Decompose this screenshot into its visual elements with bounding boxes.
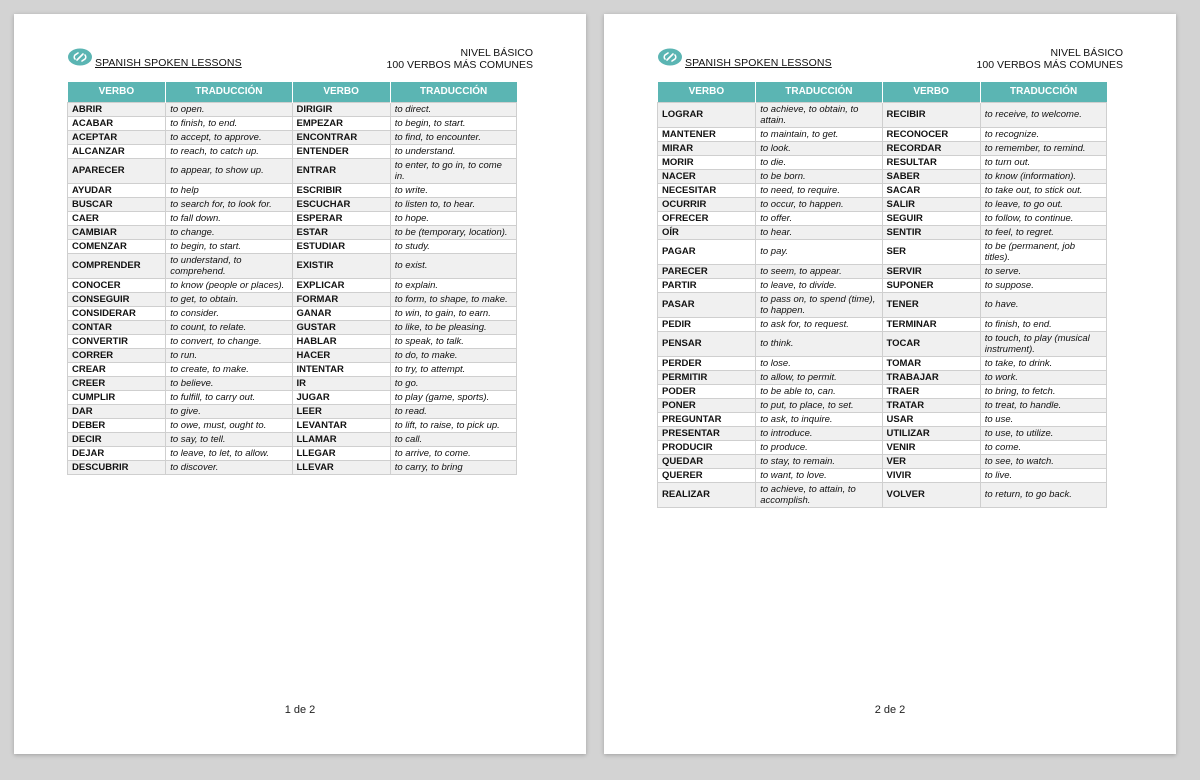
- verb-cell: SENTIR: [882, 225, 980, 239]
- translation-cell: to direct.: [390, 102, 516, 116]
- verb-cell: ENTENDER: [292, 144, 390, 158]
- table-row: [658, 356, 1107, 370]
- verb-cell: EMPEZAR: [292, 116, 390, 130]
- translation-cell: to give.: [166, 404, 292, 418]
- brand-name: SPANISH SPOKEN LESSONS: [95, 57, 242, 69]
- verb-cell: DEBER: [68, 418, 166, 432]
- translation-cell: to change.: [166, 225, 292, 239]
- translation-cell: to like, to be pleasing.: [390, 320, 516, 334]
- translation-cell: to touch, to play (musical instrument).: [980, 331, 1106, 356]
- table-row: [658, 331, 1107, 356]
- translation-cell: to owe, must, ought to.: [166, 418, 292, 432]
- document-page-1: [14, 14, 586, 754]
- translation-cell: to come.: [980, 440, 1106, 454]
- verb-cell: RECORDAR: [882, 141, 980, 155]
- table-row: [658, 426, 1107, 440]
- table-row: [68, 278, 517, 292]
- level-line-2: 100 VERBOS MÁS COMUNES: [976, 59, 1123, 71]
- translation-cell: to think.: [756, 331, 882, 356]
- verb-cell: SALIR: [882, 197, 980, 211]
- table-row: [658, 292, 1107, 317]
- table-row: [658, 169, 1107, 183]
- verb-cell: PODER: [658, 384, 756, 398]
- verb-cell: TRAER: [882, 384, 980, 398]
- verb-cell: COMPRENDER: [68, 253, 166, 278]
- verb-cell: HABLAR: [292, 334, 390, 348]
- translation-cell: to allow, to permit.: [756, 370, 882, 384]
- verb-cell: LLEGAR: [292, 446, 390, 460]
- table-row: [658, 264, 1107, 278]
- translation-cell: to use, to utilize.: [980, 426, 1106, 440]
- table-row: [68, 334, 517, 348]
- translation-cell: to begin, to start.: [166, 239, 292, 253]
- verb-cell: ESCRIBIR: [292, 183, 390, 197]
- verb-cell: CONSEGUIR: [68, 292, 166, 306]
- table-row: [658, 468, 1107, 482]
- level-line-1: NIVEL BÁSICO: [460, 47, 533, 59]
- verb-cell: RECONOCER: [882, 127, 980, 141]
- page-number: 1 de 2: [284, 704, 316, 716]
- verb-cell: PRESENTAR: [658, 426, 756, 440]
- verb-cell: LEVANTAR: [292, 418, 390, 432]
- table-row: [68, 404, 517, 418]
- verb-cell: AYUDAR: [68, 183, 166, 197]
- translation-cell: to run.: [166, 348, 292, 362]
- verb-cell: PONER: [658, 398, 756, 412]
- verb-cell: PENSAR: [658, 331, 756, 356]
- verb-cell: UTILIZAR: [882, 426, 980, 440]
- translation-cell: to look.: [756, 141, 882, 155]
- verb-cell: VER: [882, 454, 980, 468]
- table-row: [68, 418, 517, 432]
- translation-cell: to know (information).: [980, 169, 1106, 183]
- verb-cell: JUGAR: [292, 390, 390, 404]
- translation-cell: to write.: [390, 183, 516, 197]
- translation-cell: to search for, to look for.: [166, 197, 292, 211]
- translation-cell: to treat, to handle.: [980, 398, 1106, 412]
- translation-cell: to read.: [390, 404, 516, 418]
- translation-cell: to fulfill, to carry out.: [166, 390, 292, 404]
- translation-cell: to have.: [980, 292, 1106, 317]
- verb-cell: ESTUDIAR: [292, 239, 390, 253]
- translation-cell: to carry, to bring: [390, 460, 516, 474]
- verb-cell: QUERER: [658, 468, 756, 482]
- table-row: [68, 362, 517, 376]
- translation-cell: to form, to shape, to make.: [390, 292, 516, 306]
- verb-cell: DECIR: [68, 432, 166, 446]
- logo-icon: [657, 47, 685, 67]
- translation-cell: to exist.: [390, 253, 516, 278]
- verb-cell: VOLVER: [882, 482, 980, 507]
- verb-cell: DIRIGIR: [292, 102, 390, 116]
- verb-cell: TOCAR: [882, 331, 980, 356]
- verb-cell: TRATAR: [882, 398, 980, 412]
- verb-cell: ALCANZAR: [68, 144, 166, 158]
- translation-cell: to take, to drink.: [980, 356, 1106, 370]
- table-row: [68, 432, 517, 446]
- verb-cell: ENTRAR: [292, 158, 390, 183]
- verb-cell: LLEVAR: [292, 460, 390, 474]
- translation-cell: to finish, to end.: [166, 116, 292, 130]
- translation-cell: to play (game, sports).: [390, 390, 516, 404]
- verb-cell: PRODUCIR: [658, 440, 756, 454]
- translation-cell: to create, to make.: [166, 362, 292, 376]
- page-header: [67, 47, 533, 73]
- verb-cell: PASAR: [658, 292, 756, 317]
- verb-cell: GUSTAR: [292, 320, 390, 334]
- translation-cell: to consider.: [166, 306, 292, 320]
- translation-cell: to pay.: [756, 239, 882, 264]
- translation-cell: to understand.: [390, 144, 516, 158]
- translation-cell: to live.: [980, 468, 1106, 482]
- verb-cell: CONVERTIR: [68, 334, 166, 348]
- page-number: 2 de 2: [874, 704, 906, 716]
- table-row: [68, 158, 517, 183]
- translation-cell: to study.: [390, 239, 516, 253]
- table-row: [658, 278, 1107, 292]
- verb-cell: PERDER: [658, 356, 756, 370]
- verb-cell: APARECER: [68, 158, 166, 183]
- translation-cell: to begin, to start.: [390, 116, 516, 130]
- logo-icon: [67, 47, 95, 67]
- verb-cell: VENIR: [882, 440, 980, 454]
- translation-cell: to ask, to inquire.: [756, 412, 882, 426]
- verb-cell: ESCUCHAR: [292, 197, 390, 211]
- verb-cell: EXISTIR: [292, 253, 390, 278]
- level-title: [387, 47, 533, 71]
- verb-cell: COMENZAR: [68, 239, 166, 253]
- translation-cell: to be (permanent, job titles).: [980, 239, 1106, 264]
- verb-cell: GANAR: [292, 306, 390, 320]
- verb-cell: CREAR: [68, 362, 166, 376]
- verb-cell: CONTAR: [68, 320, 166, 334]
- verb-cell: OCURRIR: [658, 197, 756, 211]
- verb-cell: MORIR: [658, 155, 756, 169]
- translation-cell: to follow, to continue.: [980, 211, 1106, 225]
- translation-cell: to arrive, to come.: [390, 446, 516, 460]
- translation-cell: to ask for, to request.: [756, 317, 882, 331]
- verb-cell: CREER: [68, 376, 166, 390]
- verb-cell: BUSCAR: [68, 197, 166, 211]
- translation-cell: to count, to relate.: [166, 320, 292, 334]
- verb-cell: PEDIR: [658, 317, 756, 331]
- verb-cell: DESCUBRIR: [68, 460, 166, 474]
- translation-cell: to lose.: [756, 356, 882, 370]
- translation-cell: to leave, to let, to allow.: [166, 446, 292, 460]
- verb-cell: CAMBIAR: [68, 225, 166, 239]
- translation-cell: to get, to obtain.: [166, 292, 292, 306]
- translation-cell: to speak, to talk.: [390, 334, 516, 348]
- translation-cell: to pass on, to spend (time), to happen.: [756, 292, 882, 317]
- verb-cell: LLAMAR: [292, 432, 390, 446]
- table-row: [68, 225, 517, 239]
- verb-cell: USAR: [882, 412, 980, 426]
- verb-cell: PAGAR: [658, 239, 756, 264]
- verb-cell: TOMAR: [882, 356, 980, 370]
- table-row: [658, 440, 1107, 454]
- table-header-row: [68, 82, 517, 102]
- table-row: [68, 446, 517, 460]
- verb-cell: RESULTAR: [882, 155, 980, 169]
- translation-cell: to convert, to change.: [166, 334, 292, 348]
- translation-cell: to occur, to happen.: [756, 197, 882, 211]
- translation-cell: to try, to attempt.: [390, 362, 516, 376]
- table-row: [68, 116, 517, 130]
- table-row: [658, 225, 1107, 239]
- verb-cell: ESPERAR: [292, 211, 390, 225]
- verb-cell: MIRAR: [658, 141, 756, 155]
- verb-cell: SUPONER: [882, 278, 980, 292]
- verb-cell: PREGUNTAR: [658, 412, 756, 426]
- translation-cell: to turn out.: [980, 155, 1106, 169]
- translation-cell: to be (temporary, location).: [390, 225, 516, 239]
- translation-cell: to explain.: [390, 278, 516, 292]
- translation-cell: to recognize.: [980, 127, 1106, 141]
- verb-cell: QUEDAR: [658, 454, 756, 468]
- translation-cell: to remember, to remind.: [980, 141, 1106, 155]
- table-row: [68, 183, 517, 197]
- translation-cell: to understand, to comprehend.: [166, 253, 292, 278]
- verb-cell: PARECER: [658, 264, 756, 278]
- table-row: [68, 460, 517, 474]
- translation-cell: to accept, to approve.: [166, 130, 292, 144]
- verb-cell: ACABAR: [68, 116, 166, 130]
- table-row: [68, 376, 517, 390]
- verb-cell: OFRECER: [658, 211, 756, 225]
- table-body: [658, 102, 1107, 507]
- table-row: [658, 384, 1107, 398]
- translation-cell: to bring, to fetch.: [980, 384, 1106, 398]
- table-row: [658, 141, 1107, 155]
- verb-cell: RECIBIR: [882, 102, 980, 127]
- verb-cell: ABRIR: [68, 102, 166, 116]
- column-header-traduccion: TRADUCCIÓN: [756, 82, 882, 102]
- column-header-traduccion: TRADUCCIÓN: [390, 82, 516, 102]
- translation-cell: to need, to require.: [756, 183, 882, 197]
- table-row: [658, 482, 1107, 507]
- verb-cell: CONSIDERAR: [68, 306, 166, 320]
- level-title: [977, 47, 1123, 71]
- table-row: [68, 130, 517, 144]
- table-body: [68, 102, 517, 474]
- table-row: [68, 306, 517, 320]
- translation-cell: to know (people or places).: [166, 278, 292, 292]
- verb-cell: PERMITIR: [658, 370, 756, 384]
- translation-cell: to receive, to welcome.: [980, 102, 1106, 127]
- table-row: [658, 197, 1107, 211]
- translation-cell: to achieve, to obtain, to attain.: [756, 102, 882, 127]
- page-header: [657, 47, 1123, 73]
- translation-cell: to go.: [390, 376, 516, 390]
- verb-cell: REALIZAR: [658, 482, 756, 507]
- verbs-table: [657, 82, 1107, 508]
- table-row: [658, 398, 1107, 412]
- verb-cell: PARTIR: [658, 278, 756, 292]
- verb-cell: OÍR: [658, 225, 756, 239]
- verb-cell: MANTENER: [658, 127, 756, 141]
- verb-cell: ESTAR: [292, 225, 390, 239]
- table-row: [658, 211, 1107, 225]
- translation-cell: to stay, to remain.: [756, 454, 882, 468]
- verb-cell: CONOCER: [68, 278, 166, 292]
- table-row: [658, 412, 1107, 426]
- verb-cell: ACEPTAR: [68, 130, 166, 144]
- table-row: [658, 239, 1107, 264]
- table-row: [68, 390, 517, 404]
- translation-cell: to say, to tell.: [166, 432, 292, 446]
- verb-cell: HACER: [292, 348, 390, 362]
- translation-cell: to hope.: [390, 211, 516, 225]
- translation-cell: to work.: [980, 370, 1106, 384]
- translation-cell: to do, to make.: [390, 348, 516, 362]
- translation-cell: to maintain, to get.: [756, 127, 882, 141]
- translation-cell: to produce.: [756, 440, 882, 454]
- translation-cell: to listen to, to hear.: [390, 197, 516, 211]
- translation-cell: to leave, to divide.: [756, 278, 882, 292]
- verb-cell: CUMPLIR: [68, 390, 166, 404]
- verb-cell: CAER: [68, 211, 166, 225]
- table-row: [68, 144, 517, 158]
- translation-cell: to be able to, can.: [756, 384, 882, 398]
- table-row: [68, 197, 517, 211]
- column-header-verbo: VERBO: [292, 82, 390, 102]
- verb-cell: ENCONTRAR: [292, 130, 390, 144]
- translation-cell: to leave, to go out.: [980, 197, 1106, 211]
- verb-cell: TENER: [882, 292, 980, 317]
- table-row: [68, 253, 517, 278]
- table-row: [658, 155, 1107, 169]
- verb-cell: LOGRAR: [658, 102, 756, 127]
- verb-cell: VIVIR: [882, 468, 980, 482]
- translation-cell: to serve.: [980, 264, 1106, 278]
- verb-cell: NACER: [658, 169, 756, 183]
- verbs-table: [67, 82, 517, 475]
- translation-cell: to be born.: [756, 169, 882, 183]
- level-line-1: NIVEL BÁSICO: [1050, 47, 1123, 59]
- table-row: [658, 127, 1107, 141]
- verb-cell: FORMAR: [292, 292, 390, 306]
- translation-cell: to find, to encounter.: [390, 130, 516, 144]
- column-header-traduccion: TRADUCCIÓN: [166, 82, 292, 102]
- column-header-verbo: VERBO: [882, 82, 980, 102]
- verb-cell: SABER: [882, 169, 980, 183]
- verb-cell: DEJAR: [68, 446, 166, 460]
- table-row: [68, 292, 517, 306]
- verb-cell: SACAR: [882, 183, 980, 197]
- verb-cell: EXPLICAR: [292, 278, 390, 292]
- translation-cell: to offer.: [756, 211, 882, 225]
- translation-cell: to use.: [980, 412, 1106, 426]
- translation-cell: to see, to watch.: [980, 454, 1106, 468]
- translation-cell: to achieve, to attain, to accomplish.: [756, 482, 882, 507]
- translation-cell: to hear.: [756, 225, 882, 239]
- translation-cell: to feel, to regret.: [980, 225, 1106, 239]
- table-row: [68, 348, 517, 362]
- table-row: [658, 370, 1107, 384]
- level-line-2: 100 VERBOS MÁS COMUNES: [386, 59, 533, 71]
- table-row: [68, 320, 517, 334]
- translation-cell: to reach, to catch up.: [166, 144, 292, 158]
- translation-cell: to die.: [756, 155, 882, 169]
- translation-cell: to appear, to show up.: [166, 158, 292, 183]
- verb-cell: SER: [882, 239, 980, 264]
- translation-cell: to win, to gain, to earn.: [390, 306, 516, 320]
- column-header-verbo: VERBO: [658, 82, 756, 102]
- verb-cell: TERMINAR: [882, 317, 980, 331]
- column-header-verbo: VERBO: [68, 82, 166, 102]
- translation-cell: to open.: [166, 102, 292, 116]
- verb-cell: NECESITAR: [658, 183, 756, 197]
- brand-name: SPANISH SPOKEN LESSONS: [685, 57, 832, 69]
- verb-cell: INTENTAR: [292, 362, 390, 376]
- table-row: [68, 102, 517, 116]
- translation-cell: to finish, to end.: [980, 317, 1106, 331]
- verb-cell: IR: [292, 376, 390, 390]
- translation-cell: to help: [166, 183, 292, 197]
- translation-cell: to take out, to stick out.: [980, 183, 1106, 197]
- translation-cell: to introduce.: [756, 426, 882, 440]
- verb-cell: SEGUIR: [882, 211, 980, 225]
- translation-cell: to discover.: [166, 460, 292, 474]
- table-row: [658, 102, 1107, 127]
- translation-cell: to call.: [390, 432, 516, 446]
- table-row: [68, 239, 517, 253]
- translation-cell: to put, to place, to set.: [756, 398, 882, 412]
- translation-cell: to enter, to go in, to come in.: [390, 158, 516, 183]
- verb-cell: LEER: [292, 404, 390, 418]
- translation-cell: to believe.: [166, 376, 292, 390]
- translation-cell: to lift, to raise, to pick up.: [390, 418, 516, 432]
- document-page-2: [604, 14, 1176, 754]
- verb-cell: CORRER: [68, 348, 166, 362]
- column-header-traduccion: TRADUCCIÓN: [980, 82, 1106, 102]
- table-row: [68, 211, 517, 225]
- translation-cell: to fall down.: [166, 211, 292, 225]
- translation-cell: to seem, to appear.: [756, 264, 882, 278]
- table-row: [658, 454, 1107, 468]
- table-row: [658, 183, 1107, 197]
- table-row: [658, 317, 1107, 331]
- verb-cell: DAR: [68, 404, 166, 418]
- translation-cell: to want, to love.: [756, 468, 882, 482]
- translation-cell: to suppose.: [980, 278, 1106, 292]
- verb-cell: SERVIR: [882, 264, 980, 278]
- verb-cell: TRABAJAR: [882, 370, 980, 384]
- table-header-row: [658, 82, 1107, 102]
- translation-cell: to return, to go back.: [980, 482, 1106, 507]
